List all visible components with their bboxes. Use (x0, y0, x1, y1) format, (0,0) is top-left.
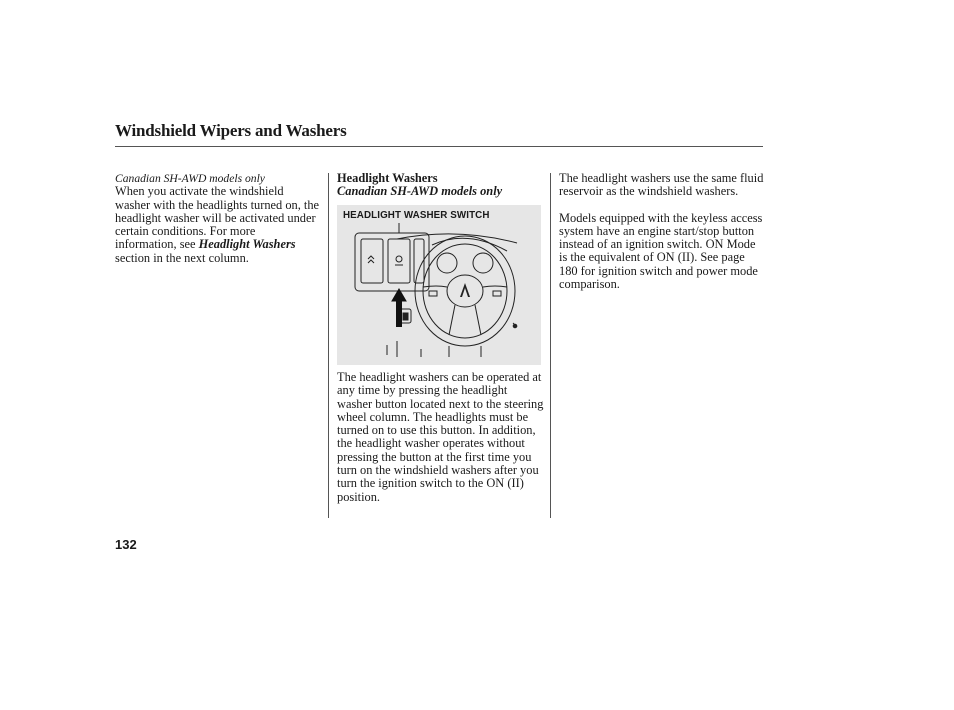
headlight-washer-body: The headlight washers can be operated at any time by pressing the headlight washer button located next to the steering wheel column. The headlights must be turned on to use this button. In addition, the headlight washer operates without pressing the button at the first time you turn on the windshield washers after you turn the ignition switch to the ON (II) position. (337, 370, 544, 504)
title-rule (115, 146, 763, 147)
model-note: Canadian SH-AWD models only (115, 172, 265, 185)
page-number: 132 (115, 537, 137, 552)
fluid-reservoir-paragraph: The headlight washers use the same fluid reservoir as the windshield washers. (559, 171, 764, 199)
column-right (559, 172, 764, 291)
headlight-washer-switch-figure (337, 205, 541, 365)
column-left (115, 172, 320, 265)
keyless-access-paragraph: Models equipped with the keyless access system have an engine start/stop button instead of an ignition switch. ON Mode is the equivalent of ON (II). See page 180 for ignition switch and power mode comparison. (559, 210, 763, 292)
column-middle-body (337, 371, 545, 504)
column-divider-1 (328, 173, 329, 518)
figure-caption: HEADLIGHT WASHER SWITCH (343, 210, 490, 221)
steering-wheel-illustration (337, 205, 541, 365)
section-heading: Headlight Washers (337, 171, 438, 185)
section-subheading: Canadian SH-AWD models only (337, 184, 503, 199)
column-middle (337, 172, 545, 199)
body-text: When you activate the windshield washer with the headlights turned on, the headlight washer will be activated under certain conditions. For more information, see (115, 184, 320, 252)
body-text-end: section in the next column. (115, 250, 249, 265)
headlight-washers-reference[interactable]: Headlight Washers (198, 237, 296, 252)
column-divider-2 (550, 173, 551, 518)
column-left-body (115, 185, 320, 265)
page-title: Windshield Wipers and Washers (115, 121, 347, 140)
